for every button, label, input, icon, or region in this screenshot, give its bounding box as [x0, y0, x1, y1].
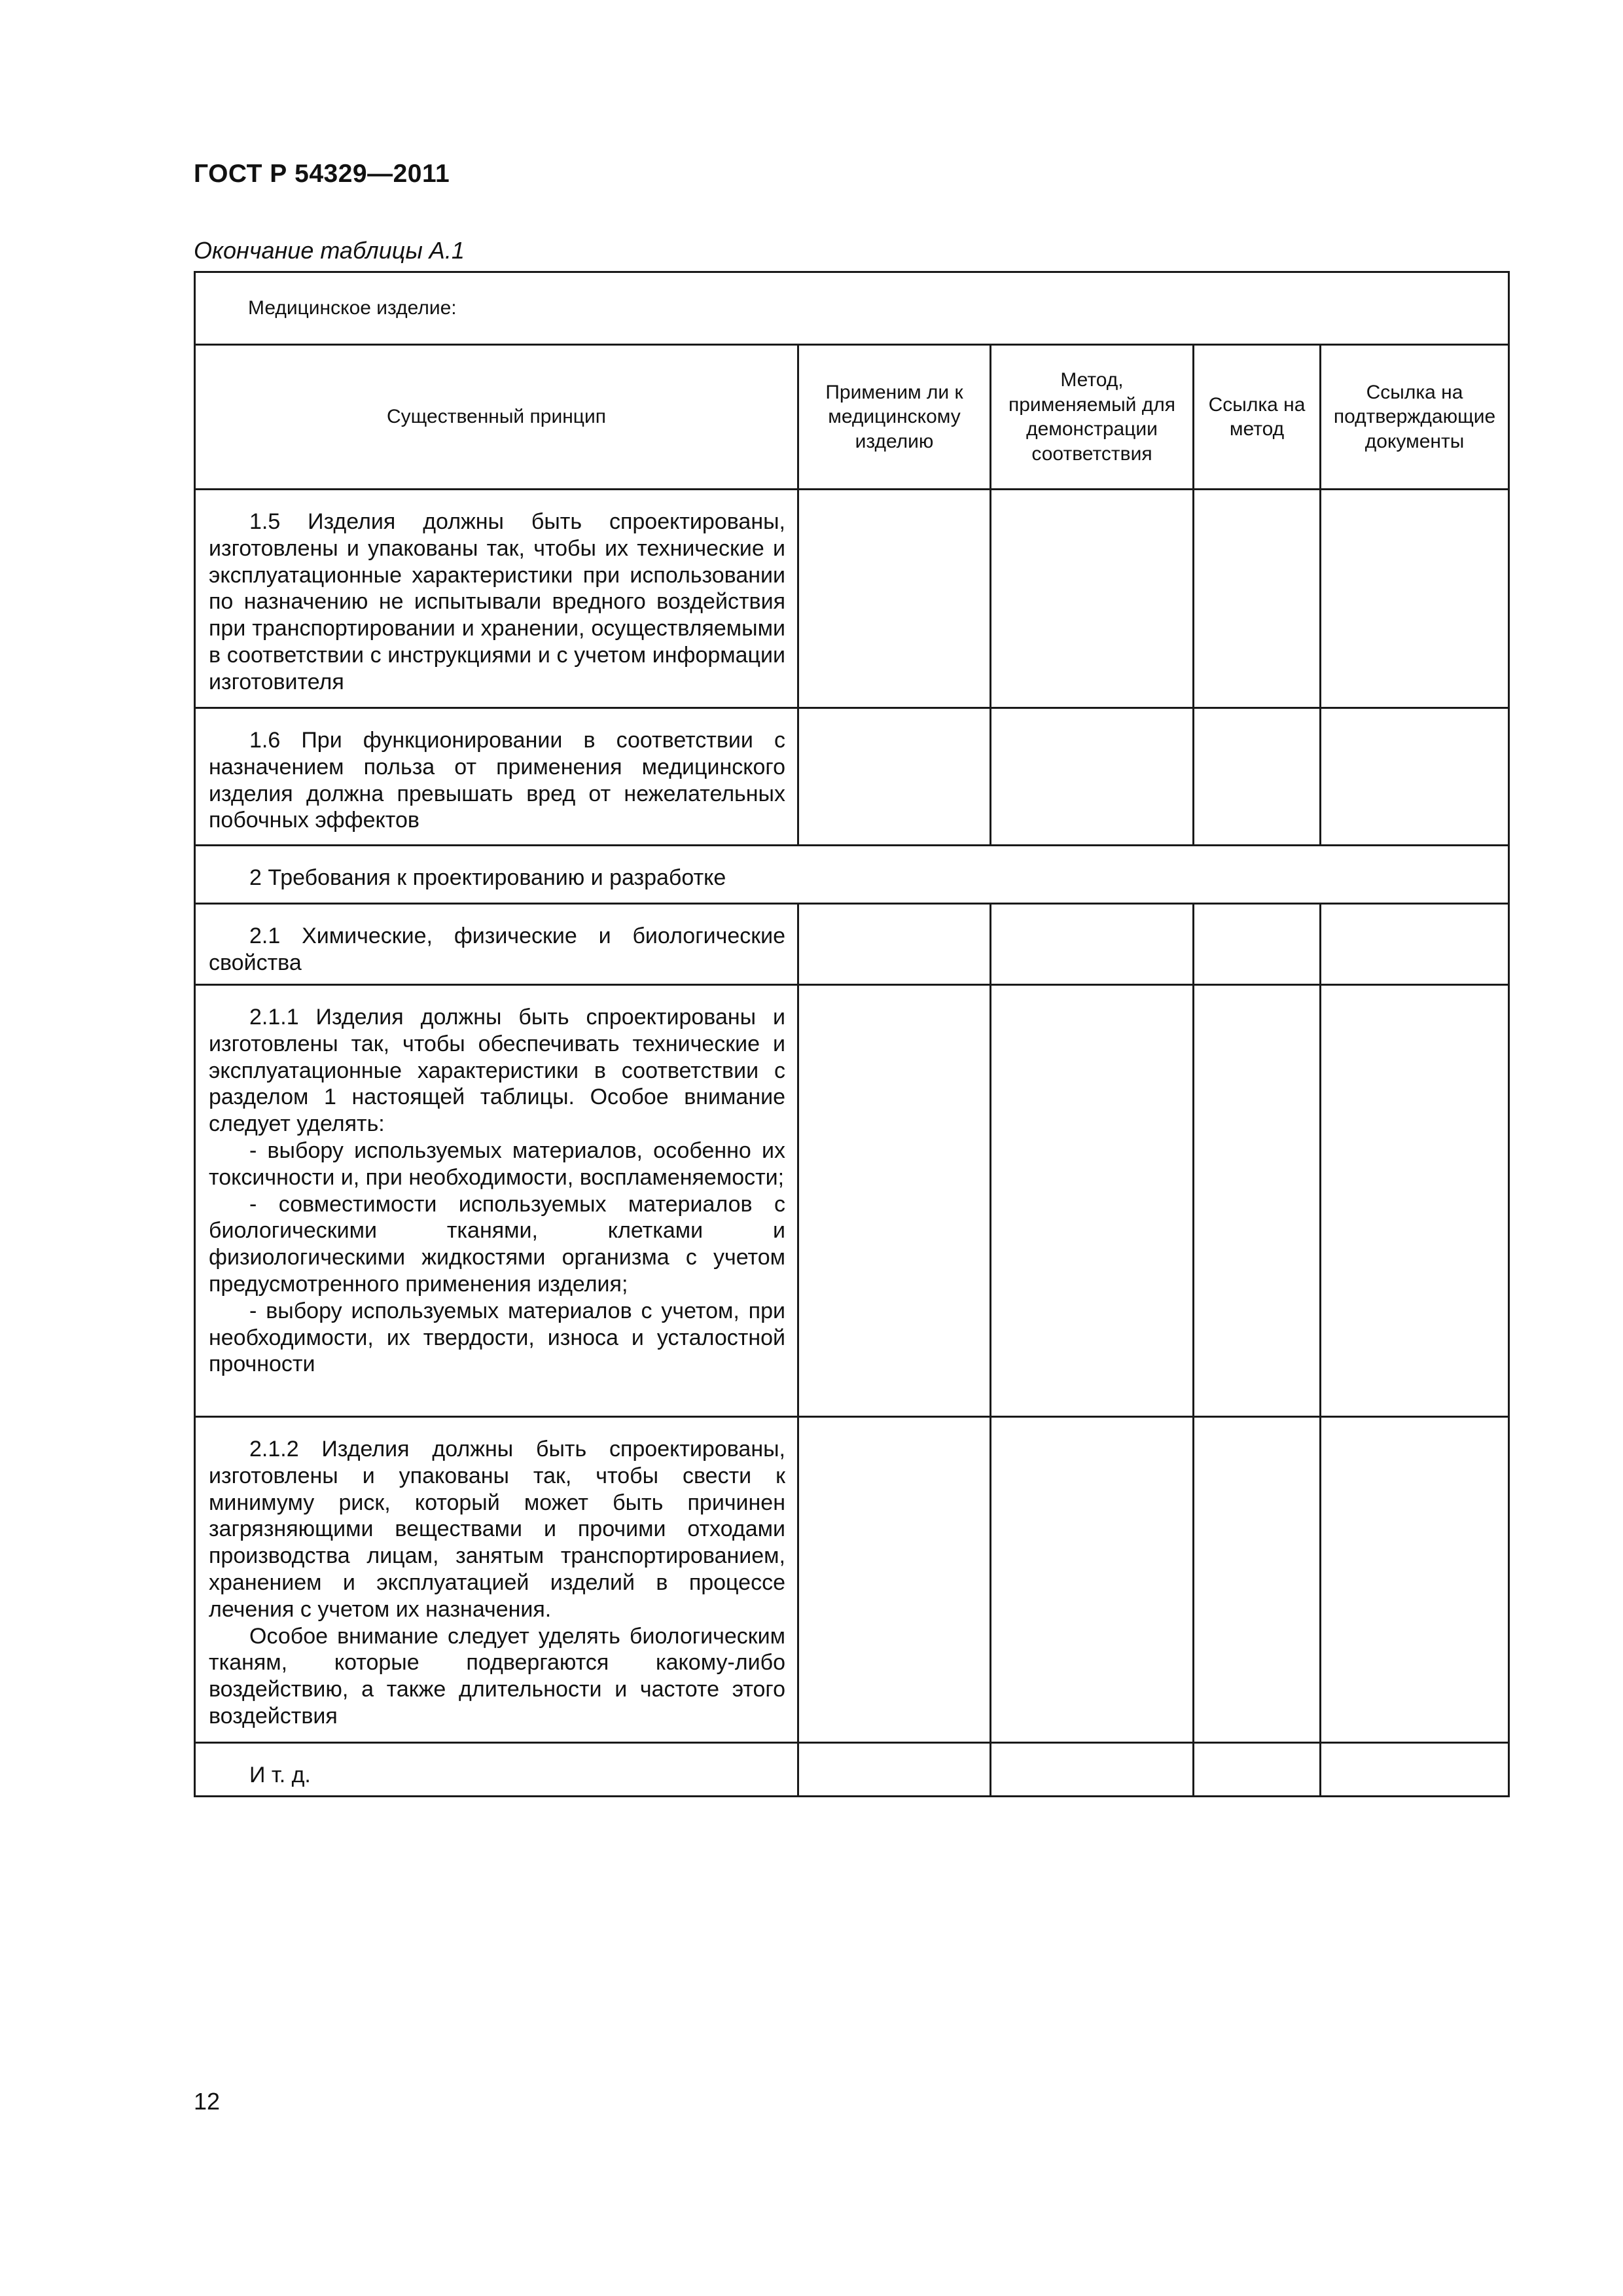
- applicable-cell: [798, 985, 991, 1417]
- requirements-table: [194, 271, 1510, 1797]
- documents-reference-cell: [1321, 708, 1509, 846]
- principle-text: 2.1.1 Изделия должны быть спроектированы и изготовлены так, чтобы обеспечивать технические и эксплуатационные характеристики в соответствии с разделом 1 настоящей таблицы. Особое внимание следует уделять:: [209, 1005, 785, 1137]
- principle-text: - выбору используемых материалов, особенно их токсичности и, при необходимости, воспламеняемости;: [209, 1138, 785, 1190]
- applicable-cell: [798, 708, 991, 846]
- column-header-principle: Существенный принцип: [195, 345, 798, 490]
- principle-text: 2.1.2 Изделия должны быть спроектированы, изготовлены и упакованы так, чтобы свести к минимуму риск, который может быть причинен загрязняющими веществами и прочими отходами производства лицам, занятым транспортированием, хранением и эксплуатацией изделий в процессе лечения с учетом их назначения.: [209, 1437, 785, 1622]
- principle-cell: [195, 490, 798, 708]
- column-header-method-reference: Ссылка на метод: [1194, 345, 1321, 490]
- method-cell: [991, 708, 1194, 846]
- method-reference-cell: [1194, 1417, 1321, 1743]
- principle-text: - совместимости используемых материалов с биологическими тканями, клетками и физиологическими жидкостями организма с учетом предусмотренного применения изделия;: [209, 1191, 785, 1297]
- principle-cell: [195, 1743, 798, 1797]
- method-cell: [991, 1417, 1194, 1743]
- principle-cell: [195, 1417, 798, 1743]
- documents-reference-cell: [1321, 985, 1509, 1417]
- table-row: [195, 904, 1509, 985]
- documents-reference-cell: [1321, 1743, 1509, 1797]
- principle-text: - выбору используемых материалов с учетом, при необходимости, их твердости, износа и усталостной прочности: [209, 1298, 785, 1377]
- method-reference-cell: [1194, 490, 1321, 708]
- column-header-method: Метод, применяемый для демонстрации соответствия: [991, 345, 1194, 490]
- method-reference-cell: [1194, 1743, 1321, 1797]
- section-heading: 2 Требования к проектированию и разработке: [195, 846, 1509, 904]
- principle-text: Особое внимание следует уделять биологическим тканям, которые подвергаются какому-либо воздействию, а также длительности и частоте этого воздействия: [209, 1623, 785, 1729]
- principle-cell: [195, 708, 798, 846]
- method-reference-cell: [1194, 985, 1321, 1417]
- table-caption: Окончание таблицы А.1: [194, 237, 465, 264]
- method-cell: [991, 1743, 1194, 1797]
- column-header-documents-reference: Ссылка на подтверждающие документы: [1321, 345, 1509, 490]
- principle-cell: [195, 985, 798, 1417]
- applicable-cell: [798, 490, 991, 708]
- method-reference-cell: [1194, 904, 1321, 985]
- documents-reference-cell: [1321, 904, 1509, 985]
- document-header: ГОСТ Р 54329—2011: [194, 160, 450, 188]
- table-header-row: [195, 345, 1509, 490]
- device-label: Медицинское изделие:: [195, 272, 1509, 345]
- principle-text: 1.6 При функционировании в соответствии с назначением польза от применения медицинского изделия должна превышать вред от нежелательных побочных эффектов: [209, 728, 785, 833]
- table-row: [195, 1417, 1509, 1743]
- documents-reference-cell: [1321, 490, 1509, 708]
- column-header-applicable: Применим ли к медицинскому изделию: [798, 345, 991, 490]
- method-cell: [991, 985, 1194, 1417]
- applicable-cell: [798, 904, 991, 985]
- method-cell: [991, 490, 1194, 708]
- page-number: 12: [194, 2088, 221, 2115]
- table-row: [195, 708, 1509, 846]
- principle-text: 1.5 Изделия должны быть спроектированы, изготовлены и упакованы так, чтобы их технические и эксплуатационные характеристики при использовании по назначению не испытывали вредного воздействия при транспортировании и хранении, осуществляемыми в соответствии с инструкциями и с учетом информации изготовителя: [209, 509, 785, 694]
- table-row: [195, 490, 1509, 708]
- section-row: [195, 846, 1509, 904]
- documents-reference-cell: [1321, 1417, 1509, 1743]
- method-reference-cell: [1194, 708, 1321, 846]
- method-cell: [991, 904, 1194, 985]
- principle-text: 2.1 Химические, физические и биологические свойства: [209, 924, 785, 975]
- table-row: [195, 1743, 1509, 1797]
- table-row: [195, 985, 1509, 1417]
- applicable-cell: [798, 1743, 991, 1797]
- principle-text: И т. д.: [249, 1763, 311, 1787]
- applicable-cell: [798, 1417, 991, 1743]
- principle-cell: [195, 904, 798, 985]
